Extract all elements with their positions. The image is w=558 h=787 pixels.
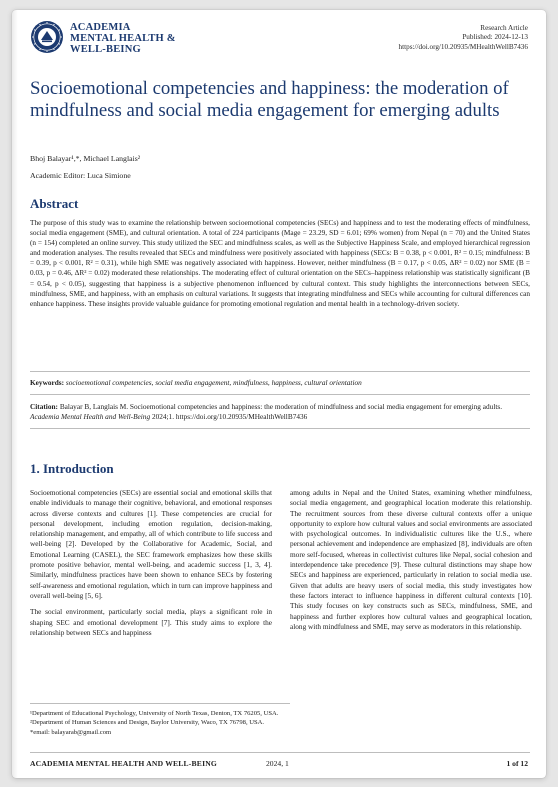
author-list: Bhoj Balayar¹,*, Michael Langlais² [30, 154, 141, 163]
footnote-affiliation-2: ²Department of Human Sciences and Design, Baylor University, Waco, TX 76798, USA. [30, 719, 265, 727]
circular-seal-icon [30, 20, 64, 54]
article-header [30, 20, 528, 64]
keywords-label: Keywords: [30, 378, 65, 387]
article-meta [399, 24, 528, 52]
divider [30, 371, 530, 372]
intro-column-left [30, 488, 272, 644]
divider [30, 428, 530, 429]
citation-doi[interactable]: 2024;1. https://doi.org/10.20935/MHealthWellB7436 [151, 412, 308, 421]
abstract-heading: Abstract [30, 196, 79, 211]
published-date: Published: 2024-12-13 [462, 33, 528, 42]
footnote-divider [30, 703, 290, 704]
paragraph: among adults in Nepal and the United States, examining whether mindfulness, social media engagement, and geographical location moderate this relationship. The recruitment sources from these diverse cultural contexts offer a unique opportunity to explore how cultural values and social environments are associated with psychological outcomes. In individualistic cultures like the U.S., where personal achievement and independence are emphasized [8], individuals are often more self-focused, whereas in collectivist cultures like Nepal, social cohesion and interdependence take precedence [9]. These cultural distinctions may shape how SECs and happiness are experienced, particularly in relation to social media use. Given that adults are heavy users of social media, this study investigates how these factors interact to influence happiness in different cultural contexts [10]. This study focuses on key constructs such as SECs, mindfulness, SME, and happiness and further explores how cultural values and geographical location, along with mindfulness and SME, may serve as moderators in this relationship. [290, 488, 532, 631]
article-type: Research Article [480, 24, 528, 32]
footnote-email[interactable]: *email: balayarab@gmail.com [30, 728, 112, 736]
paragraph: Socioemotional competencies (SECs) are essential social and emotional skills that enable individuals to manage their cognitive, behavioral, and emotional responses across diverse contexts and cultures [1]. These competencies are crucial for personal development, including emotion regulation, decision-making, relationship management, and empathy, all of which contribute to life success and well-being [2]. Developed by the Collaborative for Academic, Social, and Emotional Learning (CASEL), the SEC framework emphasizes how these skills promote positive behavior, mental well-being, and academic success [1, 3, 4]. Similarly, mindfulness practices have been shown to enhance SECs by fostering self-awareness and emotional regulation, which in turn can improve happiness and overall well-being [5, 6]. [30, 488, 272, 600]
journal-name-line: WELL-BEING [70, 44, 141, 55]
paragraph: The social environment, particularly social media, plays a significant role in shaping SEC and emotional development [7]. This study aims to explore the relationship between SECs and happiness [30, 607, 272, 637]
academic-editor: Academic Editor: Luca Simione [30, 171, 131, 180]
article-title: Socioemotional competencies and happiness: the moderation of mindfulness and social media engagement for emerging adults [30, 78, 509, 121]
footnote-affiliation-1: ¹Department of Educational Psychology, University of North Texas, Denton, TX 76205, USA. [30, 710, 279, 717]
section-heading-introduction: 1. Introduction [30, 461, 114, 476]
keywords [30, 378, 530, 388]
citation-label: Citation: [30, 402, 58, 411]
journal-name-line: MENTAL HEALTH & [70, 33, 176, 44]
keywords-list: socioemotional competencies, social media engagement, mindfulness, happiness, cultural orientation [65, 378, 362, 387]
divider [30, 394, 530, 395]
abstract-text: The purpose of this study was to examine the relationship between socioemotional competencies (SECs) and happiness and to test the moderating effects of mindfulness, social media engagement (SME), and cultural orientation. A total of 224 participants (Mage = 23.29, SD = 6.01; 69% women) from Nepal (n = 70) and the United States (n = 154) completed an online survey. This study utilized the SEC and mindfulness scales, as well as the Subjective Happiness Scale, and employed hierarchical regression and moderation analyses. The results revealed that SECs and mindfulness were positively associated with happiness (SECs: B = 0.38, p < 0.001, R² = 0.15; mindfulness: B = 0.39, p < 0.001, R² = 0.31), while high SME was negatively associated with happiness. However, neither mindfulness (B = 0.17, p < 0.05, ΔR² = 0.02) nor SME (B = 0.03, p = 0.46, ΔR² = 0.02) moderated these relationships. The moderating effect of cultural orientation on the SECs–happiness relationship was statistically significant (B = 0.54, p < 0.05), suggesting that happiness is a subjective phenomenon influenced by cultural context. This study highlights the interconnections between SECs, mindfulness, SME, and happiness, with an emphasis on cultural variations. It suggests that integrating mindfulness and SECs while accounting for cultural differences can enhance happiness. These insights provide valuable guidance for promoting emotional regulation and mental health in a technology-driven society. [30, 218, 530, 308]
page-shadow [12, 10, 18, 778]
footer-journal: ACADEMIA MENTAL HEALTH AND WELL-BEING [30, 759, 218, 768]
footnotes [30, 709, 530, 737]
footer-volume: 2024, 1 [266, 759, 289, 768]
doi-link[interactable]: https://doi.org/10.20935/MHealthWellB7436 [398, 42, 528, 51]
footer-divider [30, 752, 530, 753]
journal-name-line: ACADEMIA [70, 22, 131, 33]
intro-column-right [290, 488, 532, 638]
journal-name [70, 22, 240, 55]
citation-journal: Academia Mental Health and Well-Being [30, 412, 151, 421]
article-page [12, 10, 546, 778]
citation-text: Balayar B, Langlais M. Socioemotional competencies and happiness: the moderation of mindfulness and social media engagement for emerging adults. [59, 402, 503, 411]
citation [30, 402, 530, 422]
page-number: 1 of 12 [506, 759, 528, 768]
page-footer [30, 759, 528, 771]
